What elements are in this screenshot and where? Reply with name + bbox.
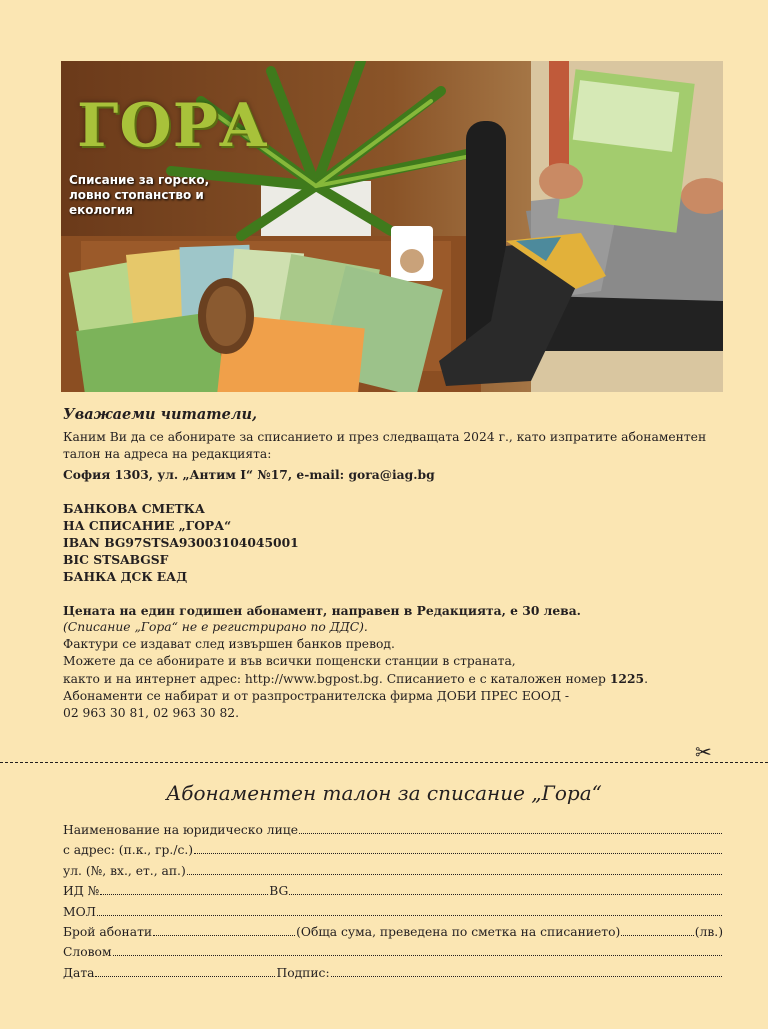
intro-paragraph: Каним Ви да се абонирате за списанието и през следващата 2024 г., като изпратите абонаментен талон на адреса на редакцията: bbox=[63, 430, 707, 461]
words-field[interactable] bbox=[113, 943, 722, 956]
legal-entity-label: Наименование на юридическо лице bbox=[63, 823, 298, 837]
magazine-logo: ГОРА bbox=[77, 91, 269, 161]
street-field[interactable] bbox=[187, 862, 722, 875]
cut-line bbox=[0, 762, 768, 763]
web-line bbox=[63, 670, 723, 688]
cover-photo bbox=[61, 61, 723, 392]
bic: BIC STSABGSF bbox=[63, 552, 169, 567]
web-line-text: както и на интернет адрес: http://www.bgpost.bg. Списанието е с каталожен номер bbox=[63, 672, 610, 686]
subscribers-field[interactable] bbox=[153, 923, 295, 936]
bg-label: BG bbox=[269, 884, 289, 899]
form-row-subscribers bbox=[63, 923, 723, 943]
form-row-mol bbox=[63, 903, 723, 923]
total-field[interactable] bbox=[621, 923, 693, 936]
id-label: ИД № bbox=[63, 884, 100, 899]
form-row-street bbox=[63, 862, 723, 882]
form-row-date bbox=[63, 964, 723, 984]
address-field[interactable] bbox=[194, 841, 722, 854]
phones-line: 02 963 30 81, 02 963 30 82. bbox=[63, 706, 240, 720]
post-line: Можете да се абонирате и във всички пощенски станции в страната, bbox=[63, 654, 516, 668]
vat-note: (Списание „Гора“ не е регистрирано по ДДС). bbox=[63, 620, 368, 634]
total-label: (Обща сума, преведена по сметка на списанието) bbox=[296, 924, 621, 939]
web-line-end: . bbox=[644, 672, 648, 686]
subscription-form bbox=[63, 821, 723, 984]
price-line: Цената на един годишен абонамент, направен в Редакцията, е 30 лева. bbox=[63, 603, 581, 618]
bank-name: БАНКА ДСК ЕАД bbox=[63, 569, 188, 584]
form-row-words bbox=[63, 943, 723, 963]
bank-account-owner: НА СПИСАНИЕ „ГОРА“ bbox=[63, 518, 232, 533]
form-row-legal-entity bbox=[63, 821, 723, 841]
currency-label: (лв.) bbox=[694, 924, 723, 939]
form-title: Абонаментен талон за списание „Гора“ bbox=[166, 781, 602, 805]
address-label: с адрес: (п.к., гр./с.) bbox=[63, 843, 194, 858]
date-field[interactable] bbox=[95, 964, 275, 977]
scissors-icon: ✂ bbox=[692, 742, 715, 762]
subscription-info bbox=[63, 602, 723, 722]
mol-field[interactable] bbox=[97, 903, 722, 916]
bank-details bbox=[63, 500, 723, 585]
mol-label: МОЛ bbox=[63, 904, 96, 919]
signature-label: Подпис: bbox=[276, 965, 330, 980]
signature-field[interactable] bbox=[331, 964, 722, 977]
magazine-tagline: Списание за горско, ловно стопанство и екология bbox=[69, 173, 210, 217]
iban: IBAN BG97STSA93003104045001 bbox=[63, 535, 299, 550]
subscribers-label: Брой абонати bbox=[63, 924, 153, 939]
date-label: Дата bbox=[63, 965, 95, 980]
bank-account-heading: БАНКОВА СМЕТКА bbox=[63, 501, 205, 516]
invoices-line: Фактури се издават след извършен банков превод. bbox=[63, 637, 395, 651]
street-label: ул. (№, вх., ет., ап.) bbox=[63, 863, 186, 878]
id-field[interactable] bbox=[100, 882, 268, 895]
form-row-address bbox=[63, 841, 723, 861]
distributor-line: Абонаменти се набират и от разпространителска фирма ДОБИ ПРЕС ЕООД - bbox=[63, 689, 570, 703]
editorial-address: София 1303, ул. „Антим I“ №17, e-mail: gora@iag.bg bbox=[63, 467, 435, 482]
greeting: Уважаеми читатели, bbox=[63, 406, 258, 423]
catalog-number: 1225 bbox=[609, 671, 645, 686]
words-label: Словом bbox=[63, 945, 112, 960]
legal-entity-field[interactable] bbox=[299, 821, 722, 834]
form-row-id bbox=[63, 882, 723, 902]
vat-id-field[interactable] bbox=[289, 882, 722, 895]
